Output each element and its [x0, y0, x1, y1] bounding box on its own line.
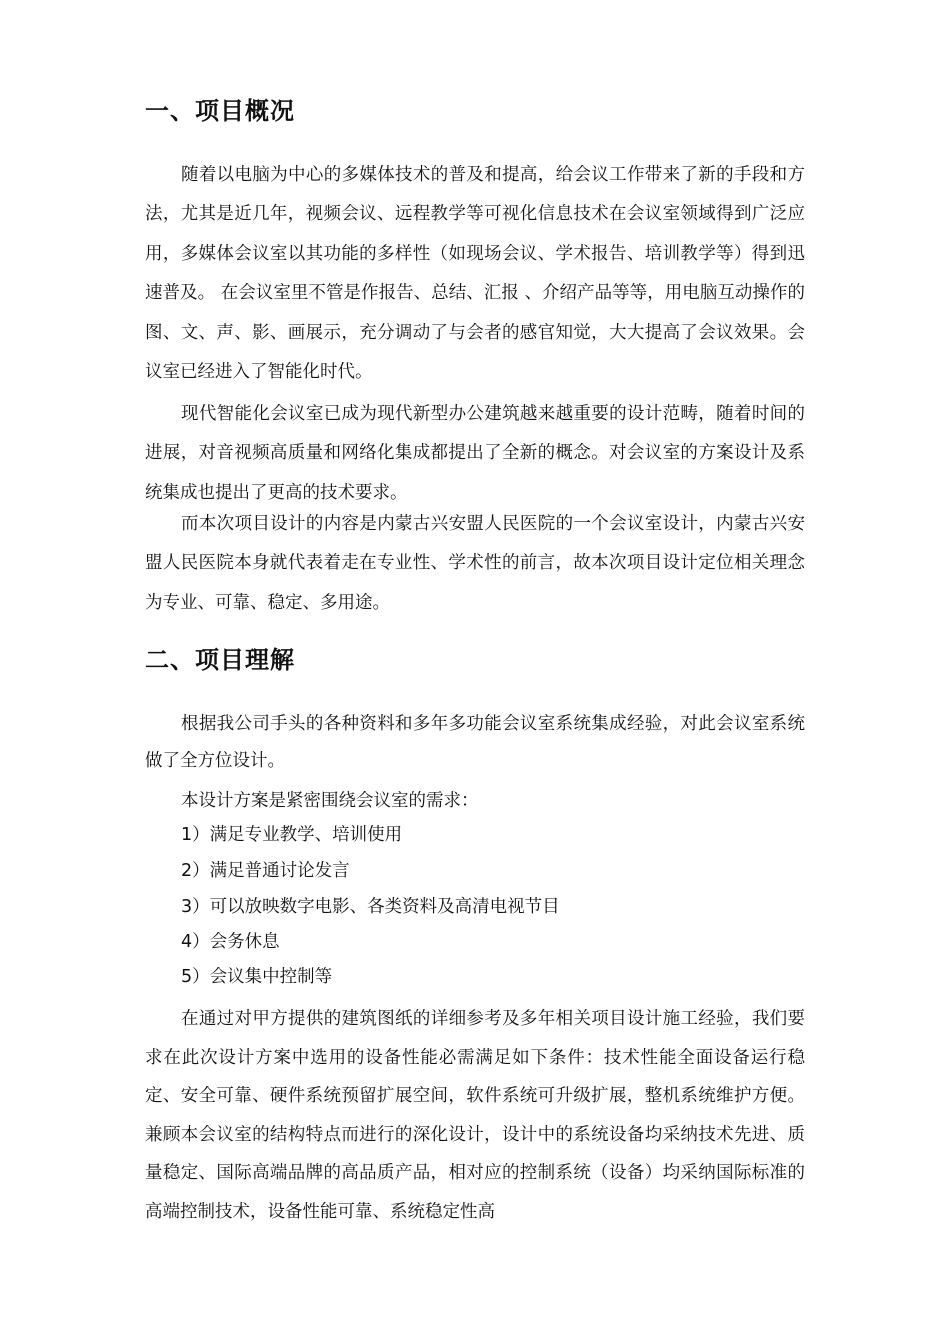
section-2-intro-paragraph: 根据我公司手头的各种资料和多年多功能会议室系统集成经验，对此会议室系统做了全方位设计。	[145, 714, 805, 771]
requirement-item: 4）会务休息	[181, 932, 280, 952]
section-1-paragraph-3: 而本次项目设计的内容是内蒙古兴安盟人民医院的一个会议室设计，内蒙古兴安盟人民医院本身就代表着走在专业性、学术性的前言，故本次项目设计定位相关理念为专业、可靠、稳定、多用途。	[145, 514, 805, 613]
requirement-item: 5）会议集中控制等	[181, 967, 333, 987]
requirement-item: 3）可以放映数字电影、各类资料及高清电视节目	[181, 897, 560, 917]
requirements-intro: 本设计方案是紧密围绕会议室的需求：	[181, 791, 479, 811]
section-1-heading: 一、项目概况	[145, 97, 295, 125]
requirement-item: 1）满足专业教学、培训使用	[181, 825, 403, 845]
section-1-paragraph-2: 现代智能化会议室已成为现代新型办公建筑越来越重要的设计范畴，随着时间的进展，对音视频高质量和网络化集成都提出了全新的概念。对会议室的方案设计及系统集成也提出了更高的技术要求。	[145, 404, 805, 503]
section-1-paragraph-1: 随着以电脑为中心的多媒体技术的普及和提高，给会议工作带来了新的手段和方法，尤其是近几年，视频会议、远程教学等可视化信息技术在会议室领域得到广泛应用，多媒体会议室以其功能的多样性（如现场会议、学术报告、培训教学等）得到迅速普及。 在会议室里不管是作报告、总结、汇报 、介绍产品等等，用电脑互动操作的图、文、声、影、画展示，充分调动了与会者的感官知觉，大大提高了会议效果。会议室已经进入了智能化时代。	[145, 165, 805, 383]
section-2-heading: 二、项目理解	[145, 646, 295, 674]
requirement-item: 2）满足普通讨论发言	[181, 861, 350, 881]
section-2-closing-paragraph: 在通过对甲方提供的建筑图纸的详细参考及多年相关项目设计施工经验，我们要求在此次设计方案中选用的设备性能必需满足如下条件：技术性能全面设备运行稳定、安全可靠、硬件系统预留扩展空间，软件系统可升级扩展，整机系统维护方便。兼顾本会议室的结构特点而进行的深化设计，设计中的系统设备均采纳技术先进、质量稳定、国际高端品牌的高品质产品，相对应的控制系统（设备）均采纳国际标准的高端控制技术，设备性能可靠、系统稳定性高	[145, 1009, 805, 1222]
